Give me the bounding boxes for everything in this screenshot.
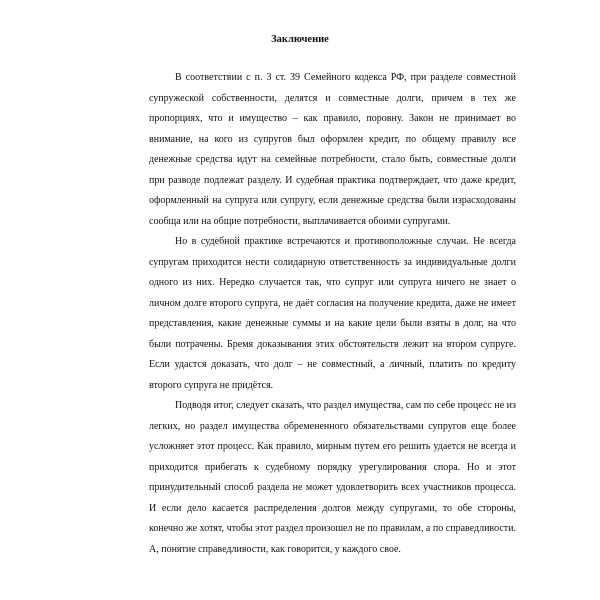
paragraph-2: Но в судебной практике встречаются и противоположные случаи. Не всегда супругам приходится нести солидарную ответственность за индивидуальные долги одного из них. Нередко случается так, что супруг или супруга ничего не знает о личном долге второго супруга, не даёт согласия на получение кредита, даже не имеет представления, какие денежные суммы и на какие цели были взяты в долг, на что были потрачены. Бремя доказывания этих обстоятельств лежит на втором супруге. Если удастся доказать, что долг – не совместный, а личный, платить по кредиту второго супруга не придётся. <box>149 236 516 391</box>
document-body <box>149 68 516 560</box>
paragraph-1: В соответствии с п. 3 ст. 39 Семейного кодекса РФ, при разделе совместной супружеской собственности, делятся и совместные долги, причем в тех же пропорциях, что и имущество – как правило, поровну. Закон не принимает во внимание, на кого из супругов был оформлен кредит, по общему правилу все денежные средства идут на семейные потребности, стало быть, совместные долги при разводе подлежат разделу. И судебная практика подтверждает, что даже кредит, оформленный на супруга или супругу, если денежные средства были израсходованы сообща или на общие потребности, выплачивается обоими супругами. <box>149 72 516 227</box>
paragraph-3: Подводя итог, следует сказать, что раздел имущества, сам по себе процесс не из легких, но раздел имущества обремененного обязательствами супругов еще более усложняет этот процесс. Как правило, мирным путем его решить удается не всегда и приходится прибегать к судебному порядку урегулирования спора. Но и этот принудительный способ раздела не может удовлетворить всех участников процесса. И если дело касается распределения долгов между супругами, то обе стороны, конечно же хотят, чтобы этот раздел произошел не по правилам, а по справедливости. А, понятие справедливости, как говорится, у каждого свое. <box>149 400 516 555</box>
document-title: Заключение <box>271 34 329 45</box>
